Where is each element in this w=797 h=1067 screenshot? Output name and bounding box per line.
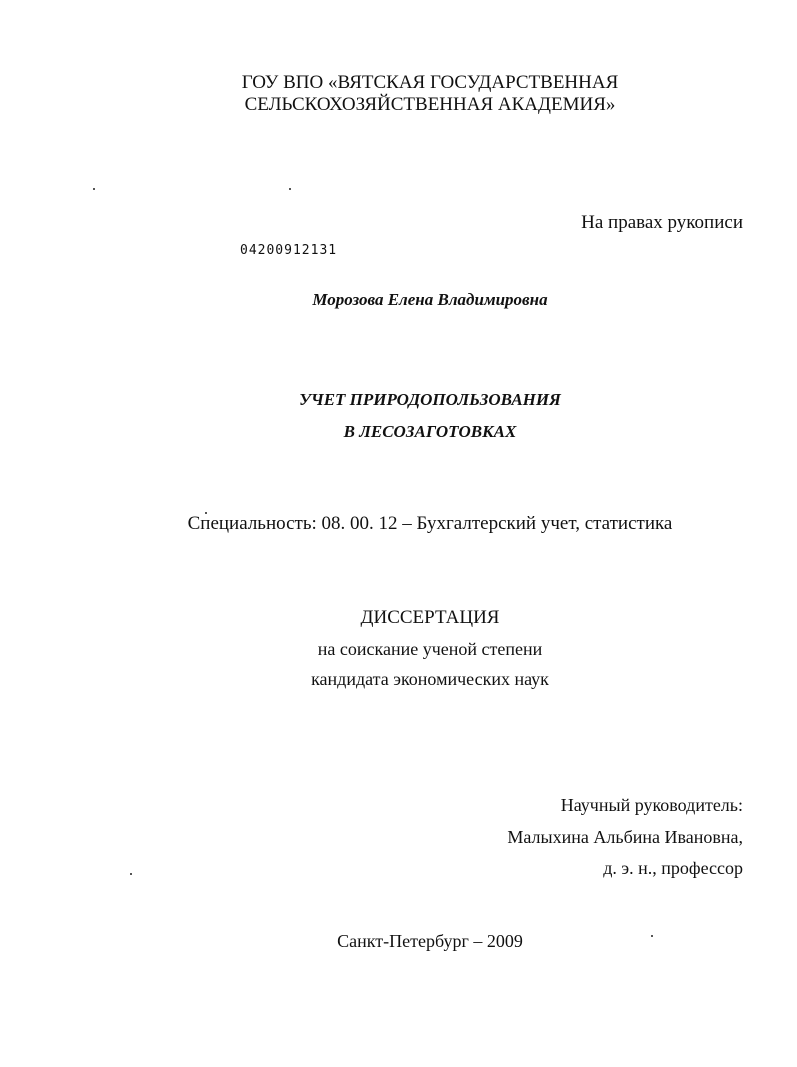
institution-line-2: СЕЛЬСКОХОЗЯЙСТВЕННАЯ АКАДЕМИЯ» (244, 94, 616, 115)
manuscript-note: На правах рукописи (581, 212, 743, 233)
dissertation-title-line-2: В ЛЕСОЗАГОТОВКАХ (343, 422, 517, 441)
scan-speck (651, 935, 653, 937)
dissertation-purpose-line-2: кандидата экономических наук (311, 669, 549, 689)
registration-number: 04200912131 (240, 243, 338, 258)
dissertation-title-line-1: УЧЕТ ПРИРОДОПОЛЬЗОВАНИЯ (299, 390, 561, 409)
dissertation-purpose-line-1: на соискание ученой степени (317, 639, 543, 659)
supervisor-name: Малыхина Альбина Ивановна, (507, 827, 743, 847)
dissertation-heading: ДИССЕРТАЦИЯ (360, 607, 500, 628)
supervisor-degree: д. э. н., профессор (603, 858, 743, 878)
place-and-year: Санкт-Петербург – 2009 (337, 931, 523, 951)
author-name: Морозова Елена Владимировна (312, 290, 548, 309)
scan-speck (289, 188, 291, 190)
supervisor-label: Научный руководитель: (560, 795, 743, 815)
specialty: Специальность: 08. 00. 12 – Бухгалтерский учет, статистика (187, 513, 673, 534)
scan-speck (93, 188, 95, 190)
scan-speck (130, 873, 132, 875)
scan-speck (205, 512, 207, 514)
institution-line-1: ГОУ ВПО «ВЯТСКАЯ ГОСУДАРСТВЕННАЯ (241, 72, 619, 93)
